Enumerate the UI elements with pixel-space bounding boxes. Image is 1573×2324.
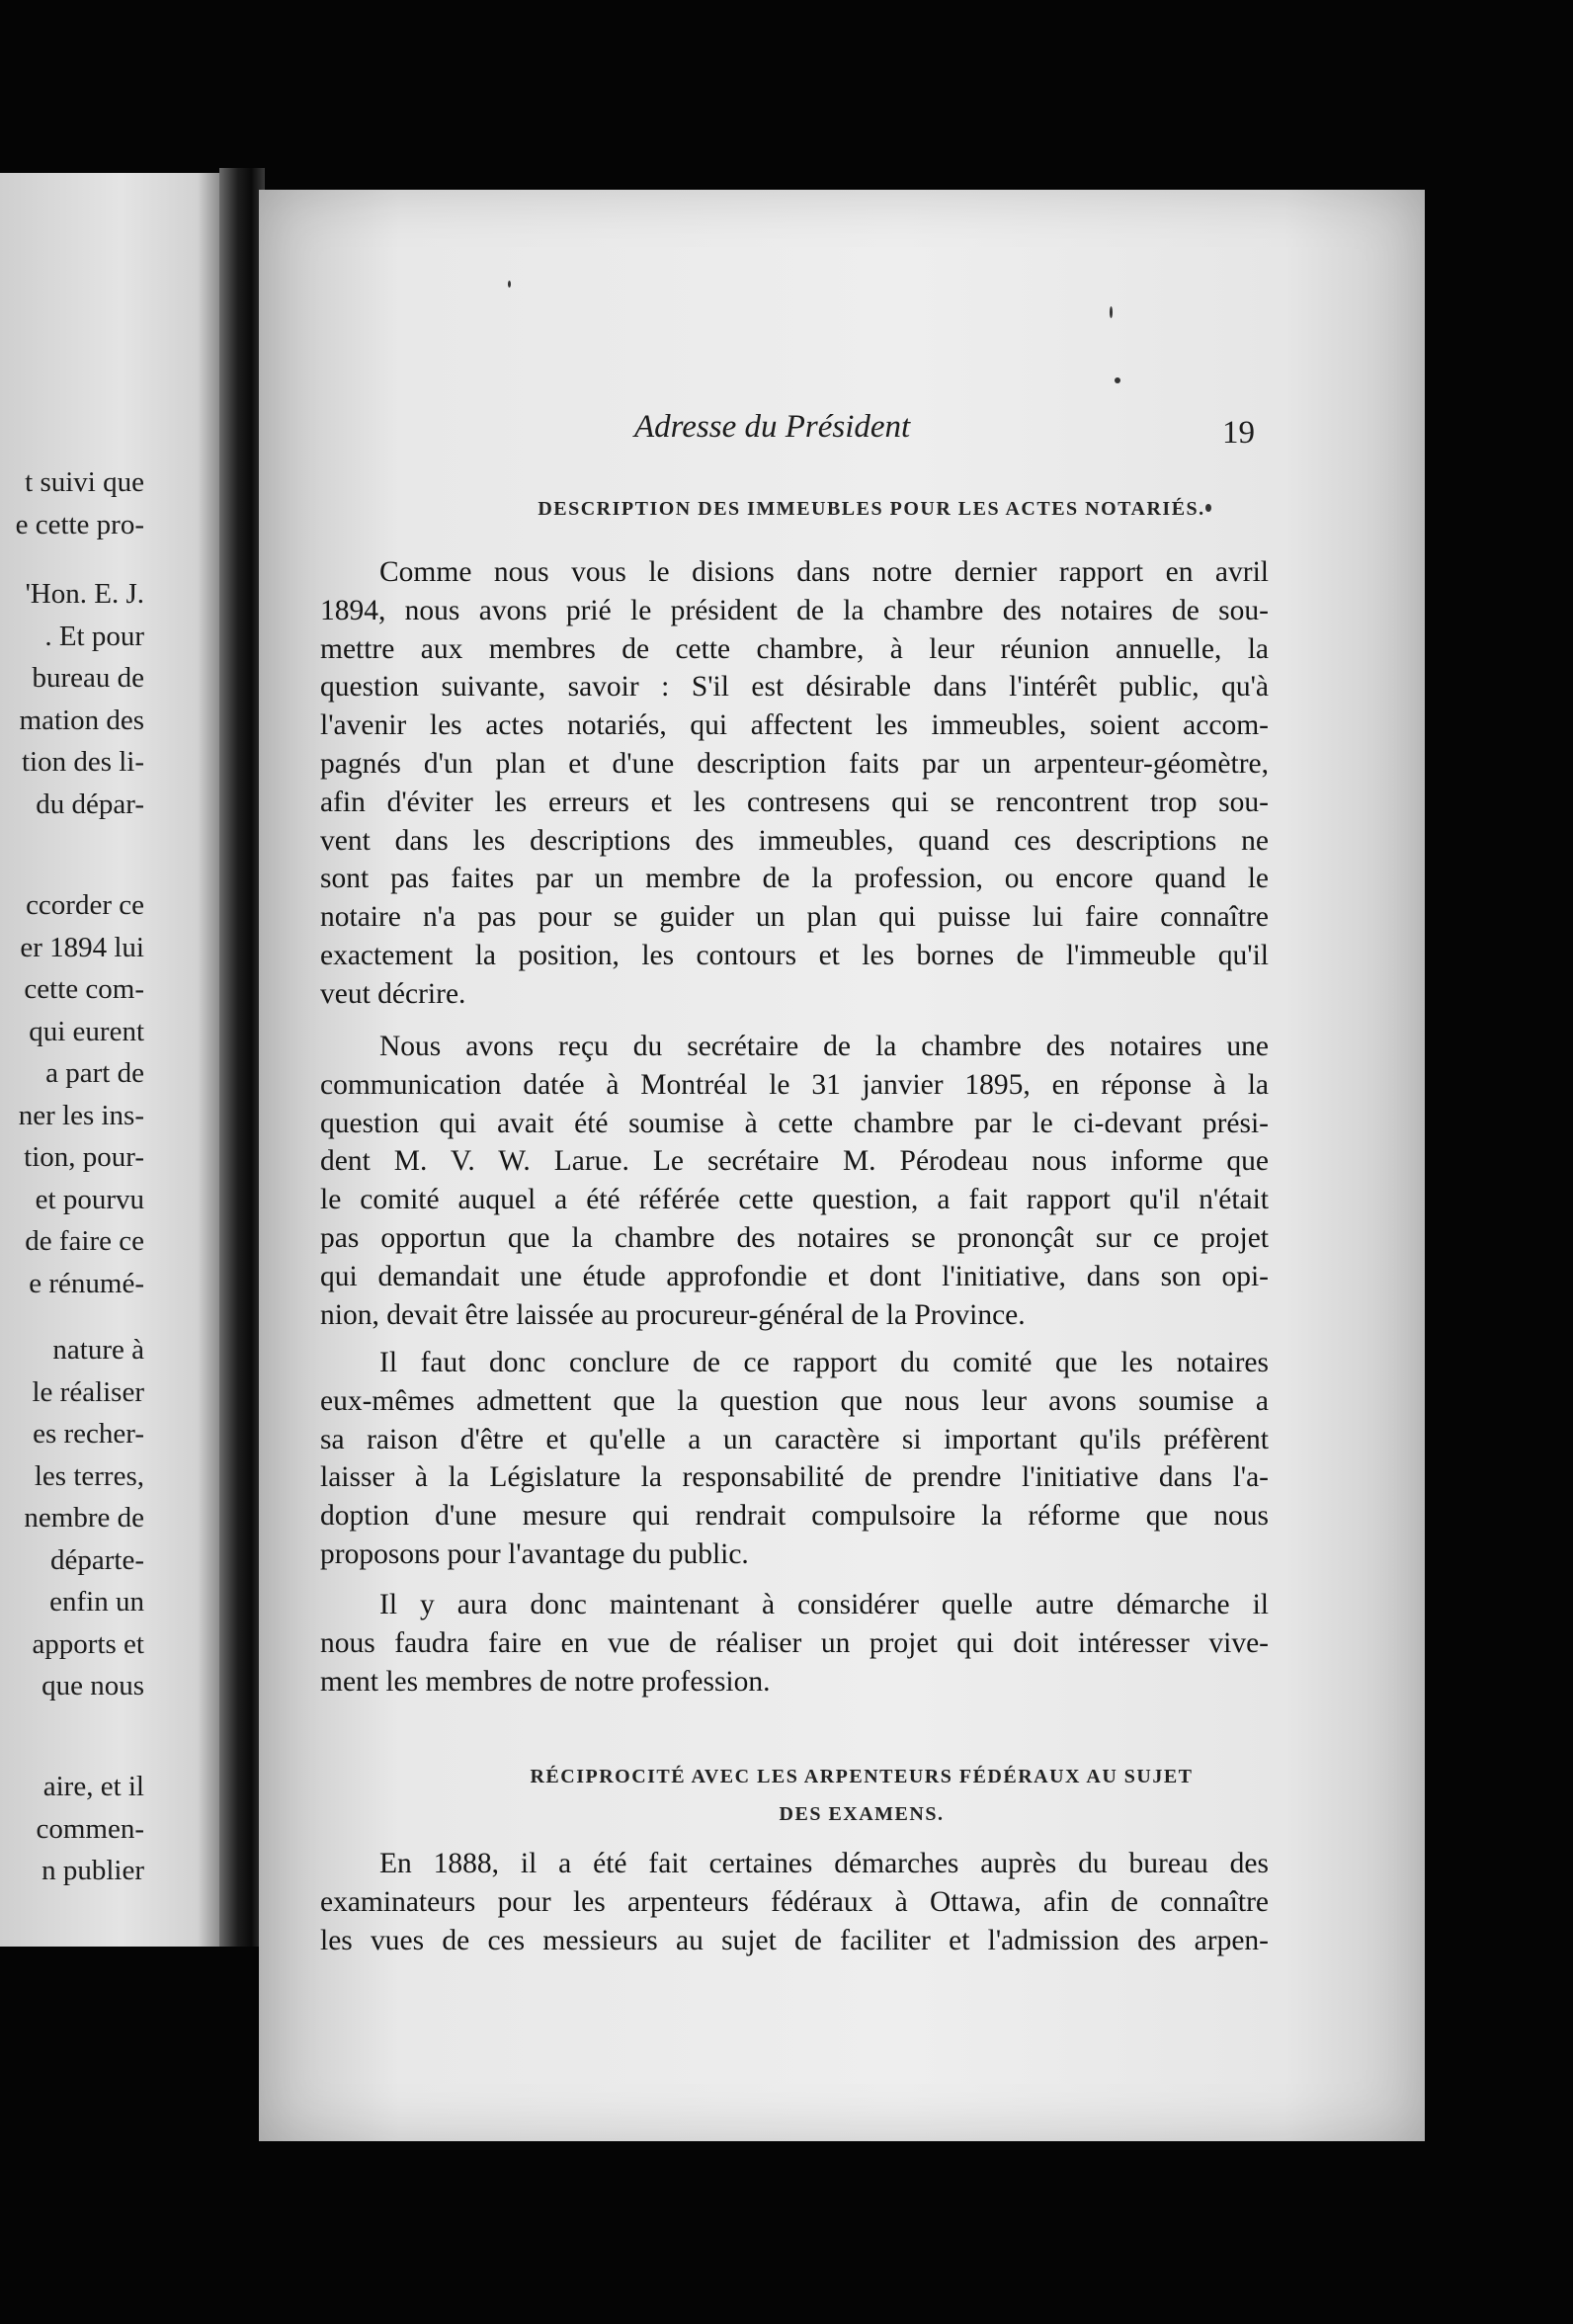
left-line: tion des li-	[21, 746, 144, 778]
page-number: 19	[1222, 415, 1255, 451]
text-line: laisser à la Législature la responsabilité de prendre l'initiative dans l'a-	[320, 1461, 1269, 1494]
text-line: nous faudra faire en vue de réaliser un projet qui doit intéresser vive-	[320, 1626, 1269, 1659]
left-line: e cette pro-	[15, 508, 144, 540]
left-text-block-1	[16, 461, 144, 545]
text-line: notaire n'a pas pour se guider un plan qui puisse lui faire connaître	[320, 901, 1269, 934]
text-line: l'avenir les actes notariés, qui affectent les immeubles, soient accom-	[320, 709, 1269, 742]
left-line: n publier	[41, 1855, 144, 1886]
text-line: vent dans les descriptions des immeubles, quand ces descriptions ne	[320, 824, 1269, 857]
left-line: bureau de	[32, 662, 144, 694]
left-line: le réaliser	[32, 1375, 144, 1408]
left-line: a part de	[45, 1057, 144, 1089]
paragraph	[320, 1344, 1269, 1574]
section-heading: DESCRIPTION DES IMMEUBLES POUR LES ACTES NOTARIÉS.	[538, 498, 1205, 520]
text-line: proposons pour l'avantage du public.	[320, 1537, 749, 1570]
left-line: de faire ce	[25, 1225, 144, 1257]
left-line: es recher-	[33, 1418, 144, 1450]
text-line: Comme nous vous le disions dans notre dernier rapport en avril	[379, 556, 1269, 588]
text-line: sont pas faites par un membre de la profession, ou encore quand le	[320, 863, 1269, 895]
text-line: question suivante, savoir : S'il est désirable dans l'intérêt public, qu'à	[320, 671, 1269, 704]
text-line: afin d'éviter les erreurs et les contresens qui se rencontrent trop sou-	[320, 786, 1269, 818]
text-line: eux-mêmes admettent que la question que nous leur avons soumise a	[320, 1384, 1269, 1417]
scan-speck	[1115, 377, 1120, 383]
left-text-block-3	[19, 884, 144, 1304]
text-line: nion, devait être laissée au procureur-général de la Province.	[320, 1298, 1026, 1331]
left-line: . Et pour	[44, 620, 144, 652]
left-line: t suivi que	[25, 466, 144, 498]
text-line: communication datée à Montréal le 31 janvier 1895, en réponse à la	[320, 1068, 1269, 1101]
left-line: er 1894 lui	[20, 931, 144, 963]
text-line: qui demandait une étude approfondie et dont l'initiative, dans son opi-	[320, 1260, 1269, 1292]
left-line: commen-	[36, 1812, 144, 1845]
text-line: question qui avait été soumise à cette chambre par le ci-devant prési-	[320, 1107, 1269, 1139]
left-line: enfin un	[49, 1586, 144, 1618]
left-line: ccorder ce	[26, 889, 144, 921]
main-page	[259, 190, 1425, 2141]
text-line: exactement la position, les contours et les bornes de l'immeuble qu'il	[320, 939, 1269, 971]
left-line: 'Hon. E. J.	[25, 578, 144, 610]
text-line: mettre aux membres de cette chambre, à leur réunion annuelle, la	[320, 632, 1269, 665]
text-line: veut décrire.	[320, 977, 466, 1010]
left-line: aire, et il	[42, 1771, 144, 1802]
text-line: En 1888, il a été fait certaines démarches auprès du bureau des	[379, 1848, 1269, 1879]
left-line: apports et	[32, 1627, 144, 1660]
text-line: les vues de ces messieurs au sujet de faciliter et l'admission des arpen-	[320, 1924, 1269, 1956]
left-text-block-5	[36, 1766, 144, 1892]
scan-speck	[1110, 306, 1113, 318]
left-line: mation des	[19, 704, 144, 736]
left-line: qui eurent	[29, 1015, 144, 1047]
section-heading-line: DES EXAMENS.	[779, 1803, 945, 1825]
text-line: doption d'une mesure qui rendrait compulsoire la réforme que nous	[320, 1500, 1269, 1533]
left-line: ner les ins-	[18, 1099, 144, 1131]
text-line: Nous avons reçu du secrétaire de la chambre des notaires une	[379, 1031, 1269, 1062]
left-text-block-2	[20, 573, 144, 825]
paragraph	[320, 1586, 1269, 1701]
text-line: le comité auquel a été référée cette question, a fait rapport qu'il n'était	[320, 1184, 1269, 1216]
text-line: pas opportun que la chambre des notaires se prononçât sur ce projet	[320, 1221, 1269, 1254]
text-line: Il faut donc conclure de ce rapport du comité que les notaires	[379, 1347, 1269, 1378]
text-line: dent M. V. W. Larue. Le secrétaire M. Pérodeau nous informe que	[320, 1145, 1269, 1178]
section-heading	[259, 1758, 1425, 1833]
text-line: 1894, nous avons prié le président de la chambre des notaires de sou-	[320, 594, 1269, 626]
paragraph	[320, 1028, 1269, 1334]
paragraph	[320, 553, 1269, 1014]
left-line: nembre de	[24, 1502, 144, 1534]
left-line: du dépar-	[36, 788, 144, 820]
left-line: que nous	[41, 1670, 144, 1702]
section-heading-line: RÉCIPROCITÉ AVEC LES ARPENTEURS FÉDÉRAUX AU SUJET	[530, 1766, 1194, 1787]
left-line: et pourvu	[35, 1183, 144, 1215]
left-line: départe-	[50, 1543, 144, 1576]
left-line: nature à	[52, 1334, 144, 1366]
scan-speck	[508, 281, 511, 288]
left-text-block-4	[24, 1329, 144, 1707]
left-line: tion, pour-	[24, 1141, 144, 1173]
left-line: les terres,	[34, 1459, 144, 1492]
text-line: sa raison d'être et qu'elle a un caractère si important qu'ils préfèrent	[320, 1423, 1269, 1455]
text-line: Il y aura donc maintenant à considérer quelle autre démarche il	[379, 1589, 1269, 1620]
text-line: examinateurs pour les arpenteurs fédéraux à Ottawa, afin de connaître	[320, 1885, 1269, 1918]
paragraph	[320, 1845, 1269, 1959]
left-line: cette com-	[24, 973, 144, 1005]
left-page-fragment	[0, 173, 219, 1947]
text-line: pagnés d'un plan et d'une description faits par un arpenteur-géomètre,	[320, 747, 1269, 780]
text-line: ment les membres de notre profession.	[320, 1665, 771, 1698]
running-head: Adresse du Président	[634, 409, 911, 445]
left-line: e rénumé-	[29, 1267, 144, 1299]
